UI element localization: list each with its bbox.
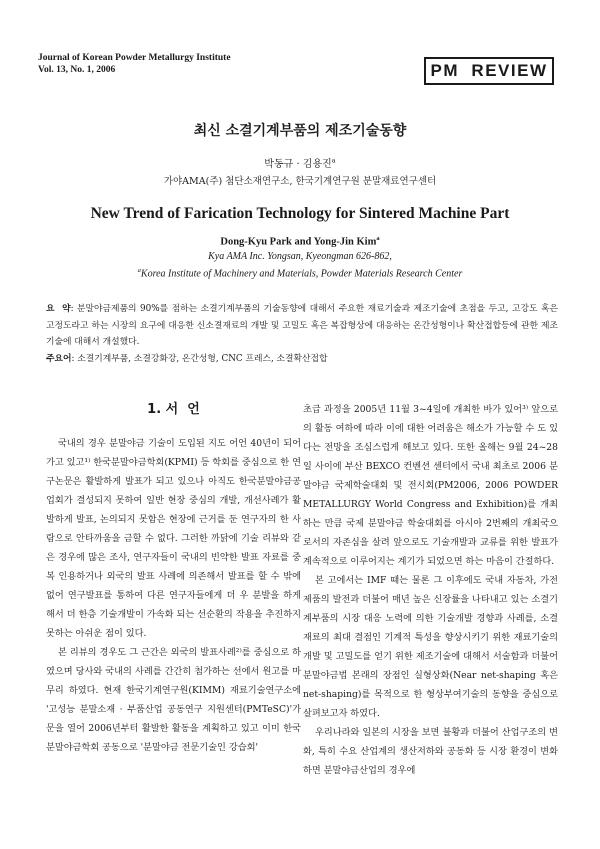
authors-english-sup: a <box>376 235 380 242</box>
affiliation-english-2-sup: a <box>137 267 141 274</box>
affiliation-english-2 <box>0 264 600 281</box>
authors-english-names: Dong-Kyu Park and Yong-Jin Kim <box>220 236 377 248</box>
title-korean: 최신 소결기계부품의 제조기술동향 <box>193 123 407 139</box>
badge-label: PM REVIEW <box>430 61 548 80</box>
paragraph: 본 리뷰의 경우도 그 근간은 외국의 발표사례²⁾를 중심으로 하였으며 당사와 국내의 사례를 간간히 첨가하는 선에서 원고를 마무리 하였다. 현재 한국기계연구원(KIMM) 재료기술연구소에 '고성능 분말소재 · 부품산업 공동연구 지원센터(PMTeSC)'가 문을 열어 2006년부터 활발한 활동을 계획하고 있고 이미 한국분말야금학회 공동으로 '분말야금 전문기술인 강습회' <box>46 647 301 753</box>
affiliation-english-1: Kya AMA Inc. Yongsan, Kyeongman 626-862, <box>208 251 392 262</box>
section-title: 1. 서 언 <box>147 402 200 417</box>
paragraph: 본 고에서는 IMF 때는 물론 그 이후에도 국내 자동차, 가전제품의 발전과 더불어 매년 높은 신장률을 나타내고 있는 소결기계부품의 시장 대응 노력에 의한 기술개발 경향과 사례를, 소결재료의 최대 결점인 기계적 특성을 향상시키기 위한 재료기술의 개발 및 고밀도를 얻기 위한 제조기술에 대해서 서술함과 더불어 분말야금법 본래의 장점인 실형상화(Near net-shaping 혹은 net-shaping)를 목적으로 한 형상부여기술의 동향을 중심으로 살펴보고자 하였다. <box>303 575 558 719</box>
journal-name: Journal of Korean Powder Metallurgy Institute <box>38 53 231 63</box>
affiliation-english-2-text: Korea Institute of Machinery and Materials, Powder Materials Research Center <box>140 268 463 280</box>
body-column-right <box>303 400 558 780</box>
keywords-label: 주요어 <box>46 354 72 364</box>
paragraph: 초급 과정을 2005년 11월 3~4일에 개최한 바가 있어³⁾ 앞으로의 활동 여하에 따라 이에 대한 어려움은 해소가 가능할 수 도 있다는 전망을 조심스럽게 해보고 있다. 또한 올해는 9월 24~28일 사이에 부산 BEXCO 컨벤션 센터에서 국내 최초로 2006 분말야금 국제학술대회 및 전시회(PM2006, 2006 POWDER METALLURGY World Congress and Exhibition)를 개최하는 만큼 국제 분말야금 학술대회를 아시아 2번째의 개최국으로서의 자존심을 살려 앞으로도 기술개발과 교류를 위한 발표가 계속적으로 이루어지는 계기가 되었으면 하는 마음이 간절하다. <box>303 404 558 567</box>
paragraph: 우리나라와 일본의 시장을 보면 불황과 더불어 산업구조의 변화, 특히 수요 산업계의 생산저하와 공동화 등 시장 환경이 변화하면 분말야금산업의 경우에 <box>303 727 558 776</box>
pm-review-badge <box>424 57 554 85</box>
body-column-left <box>46 400 301 757</box>
title-english: New Trend of Farication Technology for Sintered Machine Part <box>90 205 510 222</box>
authors-korean-sup: a <box>331 156 336 165</box>
journal-volume: Vol. 13, No. 1, 2006 <box>38 65 116 75</box>
abstract <box>46 301 558 351</box>
authors-korean <box>0 155 600 170</box>
journal-info <box>38 52 231 76</box>
affiliation-english <box>0 250 600 281</box>
authors-korean-names: 박동규 · 김용진 <box>264 159 332 170</box>
paragraph: 국내의 경우 분말야금 기술이 도입된 지도 어언 40년이 되어 가고 있고¹⁾ 한국분말야금학회(KPMI) 등 학회를 중심으로 한 연구논문은 활발하게 발표가 되고 있으나 아직도 한국분말야금공업회가 결성되지 못하여 일반 현장 중심의 개발, 개선사례가 활발하게 발표, 논의되지 못함은 현장에 근거를 둔 연구자의 한 사람으로 안타까움을 금할 수 없다. 그러한 까닭에 기술 리뷰와 같은 경우에 많은 조사, 연구자들이 국내의 빈약한 발표 자료를 중복 인용하거나 외국의 발표 사례에 의존해서 발표를 할 수 밖에 없어 연구발표를 통하여 다른 연구자들에게 더 우 분발을 하게 해서 더 한층 기술개발이 가속화 되는 선순환의 작용을 추진하지 못하는 아쉬운 점이 있다. <box>46 438 301 639</box>
abstract-text: : 분말야금제품의 90%를 점하는 소결기계부품의 기술동향에 대해서 주요한 재료기술과 제조기술에 초점을 두고, 고강도 혹은 고정도라고 하는 시장의 요구에 대응한 신소결재료의 개발 및 고밀도 혹은 복잡형상에 대응하는 온간성형이나 확산접합등에 관한 제조기술에 대해서 개설했다. <box>46 304 558 347</box>
affiliation-korean: 가야AMA(주) 첨단소재연구소, 한국기계연구원 분말재료연구센터 <box>163 176 437 187</box>
keywords-text: : 소결기계부품, 소결강화강, 온간성형, CNC 프레스, 소결확산접합 <box>71 354 328 364</box>
abstract-label: 요 약 <box>46 304 71 314</box>
keywords <box>46 352 558 366</box>
authors-english <box>0 235 600 248</box>
